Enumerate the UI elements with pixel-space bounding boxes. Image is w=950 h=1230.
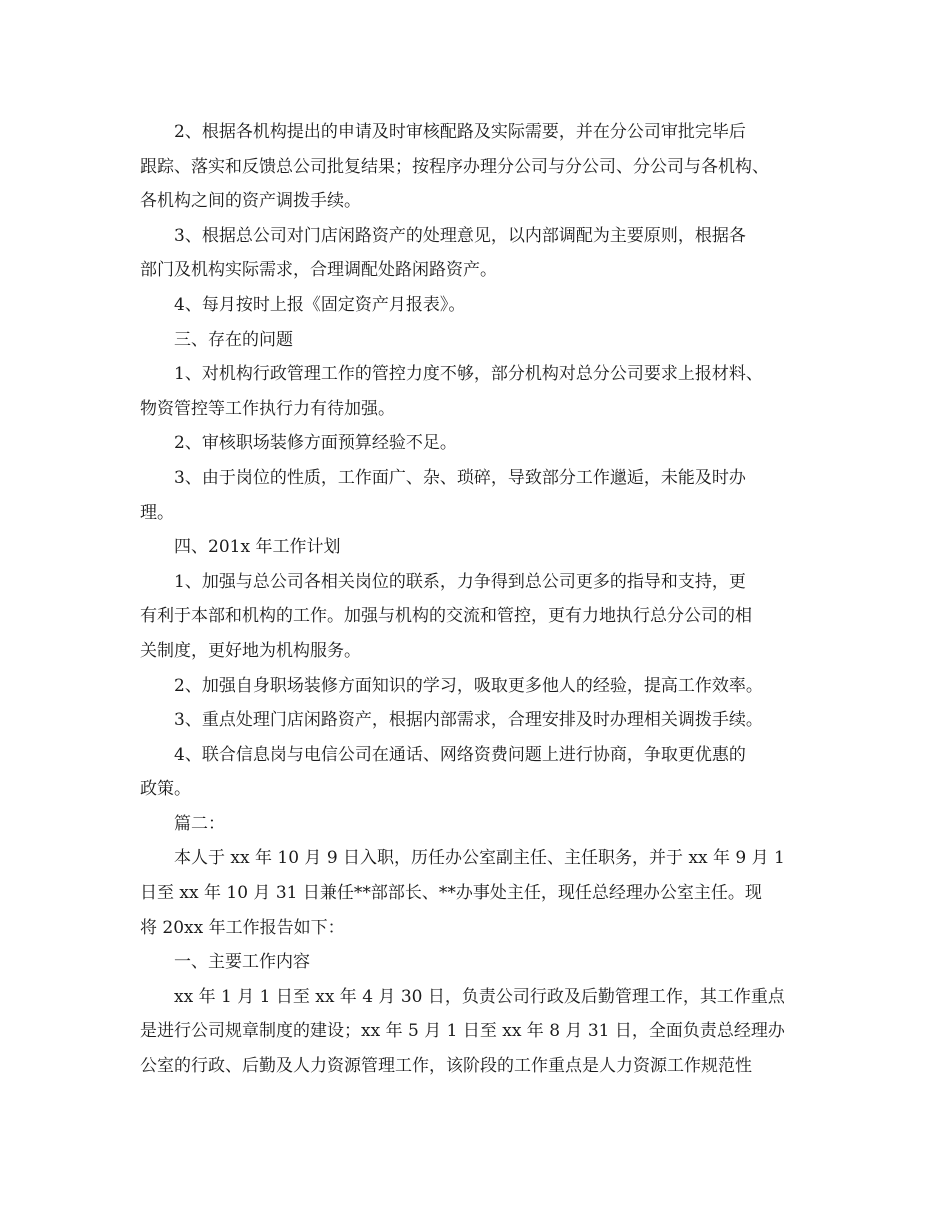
paragraph — [140, 807, 830, 842]
text-line: 本人于 xx 年 10 月 9 日入职，历任办公室副主任、主任职务，并于 xx 年 9 月 1 — [174, 848, 785, 869]
text-line: 3、根据总公司对门店闲路资产的处理意见，以内部调配为主要原则，根据各 — [174, 225, 746, 246]
paragraph — [140, 357, 830, 426]
paragraph — [140, 980, 830, 1084]
text-line: 跟踪、落实和反馈总公司批复结果；按程序办理分公司与分公司、分公司与各机构、 — [140, 156, 769, 177]
paragraph — [140, 461, 830, 530]
text-line: 四、201x 年工作计划 — [174, 537, 341, 558]
text-line: 一、主要工作内容 — [174, 952, 310, 973]
text-line: 1、对机构行政管理工作的管控力度不够，部分机构对总分公司要求上报材料、 — [174, 364, 763, 385]
text-line: 理。 — [140, 502, 174, 523]
text-line: 有利于本部和机构的工作。加强与机构的交流和管控，更有力地执行总分公司的相 — [140, 606, 752, 627]
paragraph — [140, 530, 830, 565]
paragraph — [140, 738, 830, 807]
paragraph — [140, 565, 830, 669]
text-line: 4、每月按时上报《固定资产月报表》。 — [174, 294, 466, 315]
text-line: 各机构之间的资产调拨手续。 — [140, 191, 361, 212]
paragraph — [140, 703, 830, 738]
paragraph — [140, 115, 830, 219]
paragraph — [140, 219, 830, 288]
text-line: 2、审核职场装修方面预算经验不足。 — [174, 433, 457, 454]
paragraph — [140, 288, 830, 323]
text-line: 部门及机构实际需求，合理调配处路闲路资产。 — [140, 260, 497, 281]
text-line: 1、加强与总公司各相关岗位的联系，力争得到总公司更多的指导和支持，更 — [174, 571, 746, 592]
text-line: 3、重点处理门店闲路资产，根据内部需求，合理安排及时办理相关调拨手续。 — [174, 710, 763, 731]
text-line: 是进行公司规章制度的建设；xx 年 5 月 1 日至 xx 年 8 月 31 日，全面负责总经理办 — [140, 1021, 785, 1042]
paragraph — [140, 426, 830, 461]
paragraph — [140, 945, 830, 980]
paragraph — [140, 841, 830, 945]
text-line: 篇二： — [174, 813, 225, 834]
text-line: 三、存在的问题 — [174, 329, 293, 350]
text-line: 4、联合信息岗与电信公司在通话、网络资费问题上进行协商，争取更优惠的 — [174, 744, 746, 765]
text-line: xx 年 1 月 1 日至 xx 年 4 月 30 日，负责公司行政及后勤管理工作，其工作重点 — [174, 986, 785, 1007]
paragraph — [140, 669, 830, 704]
text-line: 将 20xx 年工作报告如下： — [140, 917, 345, 938]
text-line: 政策。 — [140, 779, 191, 800]
document-body — [140, 115, 830, 1084]
paragraph — [140, 323, 830, 358]
text-line: 3、由于岗位的性质，工作面广、杂、琐碎，导致部分工作邋逅，未能及时办 — [174, 467, 746, 488]
text-line: 2、加强自身职场装修方面知识的学习，吸取更多他人的经验，提高工作效率。 — [174, 675, 763, 696]
text-line: 日至 xx 年 10 月 31 日兼任**部部长、**办事处主任，现任总经理办公室主任。现 — [140, 883, 762, 904]
text-line: 2、根据各机构提出的申请及时审核配路及实际需要，并在分公司审批完毕后 — [174, 122, 746, 142]
text-line: 物资管控等工作执行力有待加强。 — [140, 398, 395, 419]
text-line: 关制度，更好地为机构服务。 — [140, 640, 361, 661]
text-line: 公室的行政、后勤及人力资源管理工作，该阶段的工作重点是人力资源工作规范性 — [140, 1056, 752, 1077]
